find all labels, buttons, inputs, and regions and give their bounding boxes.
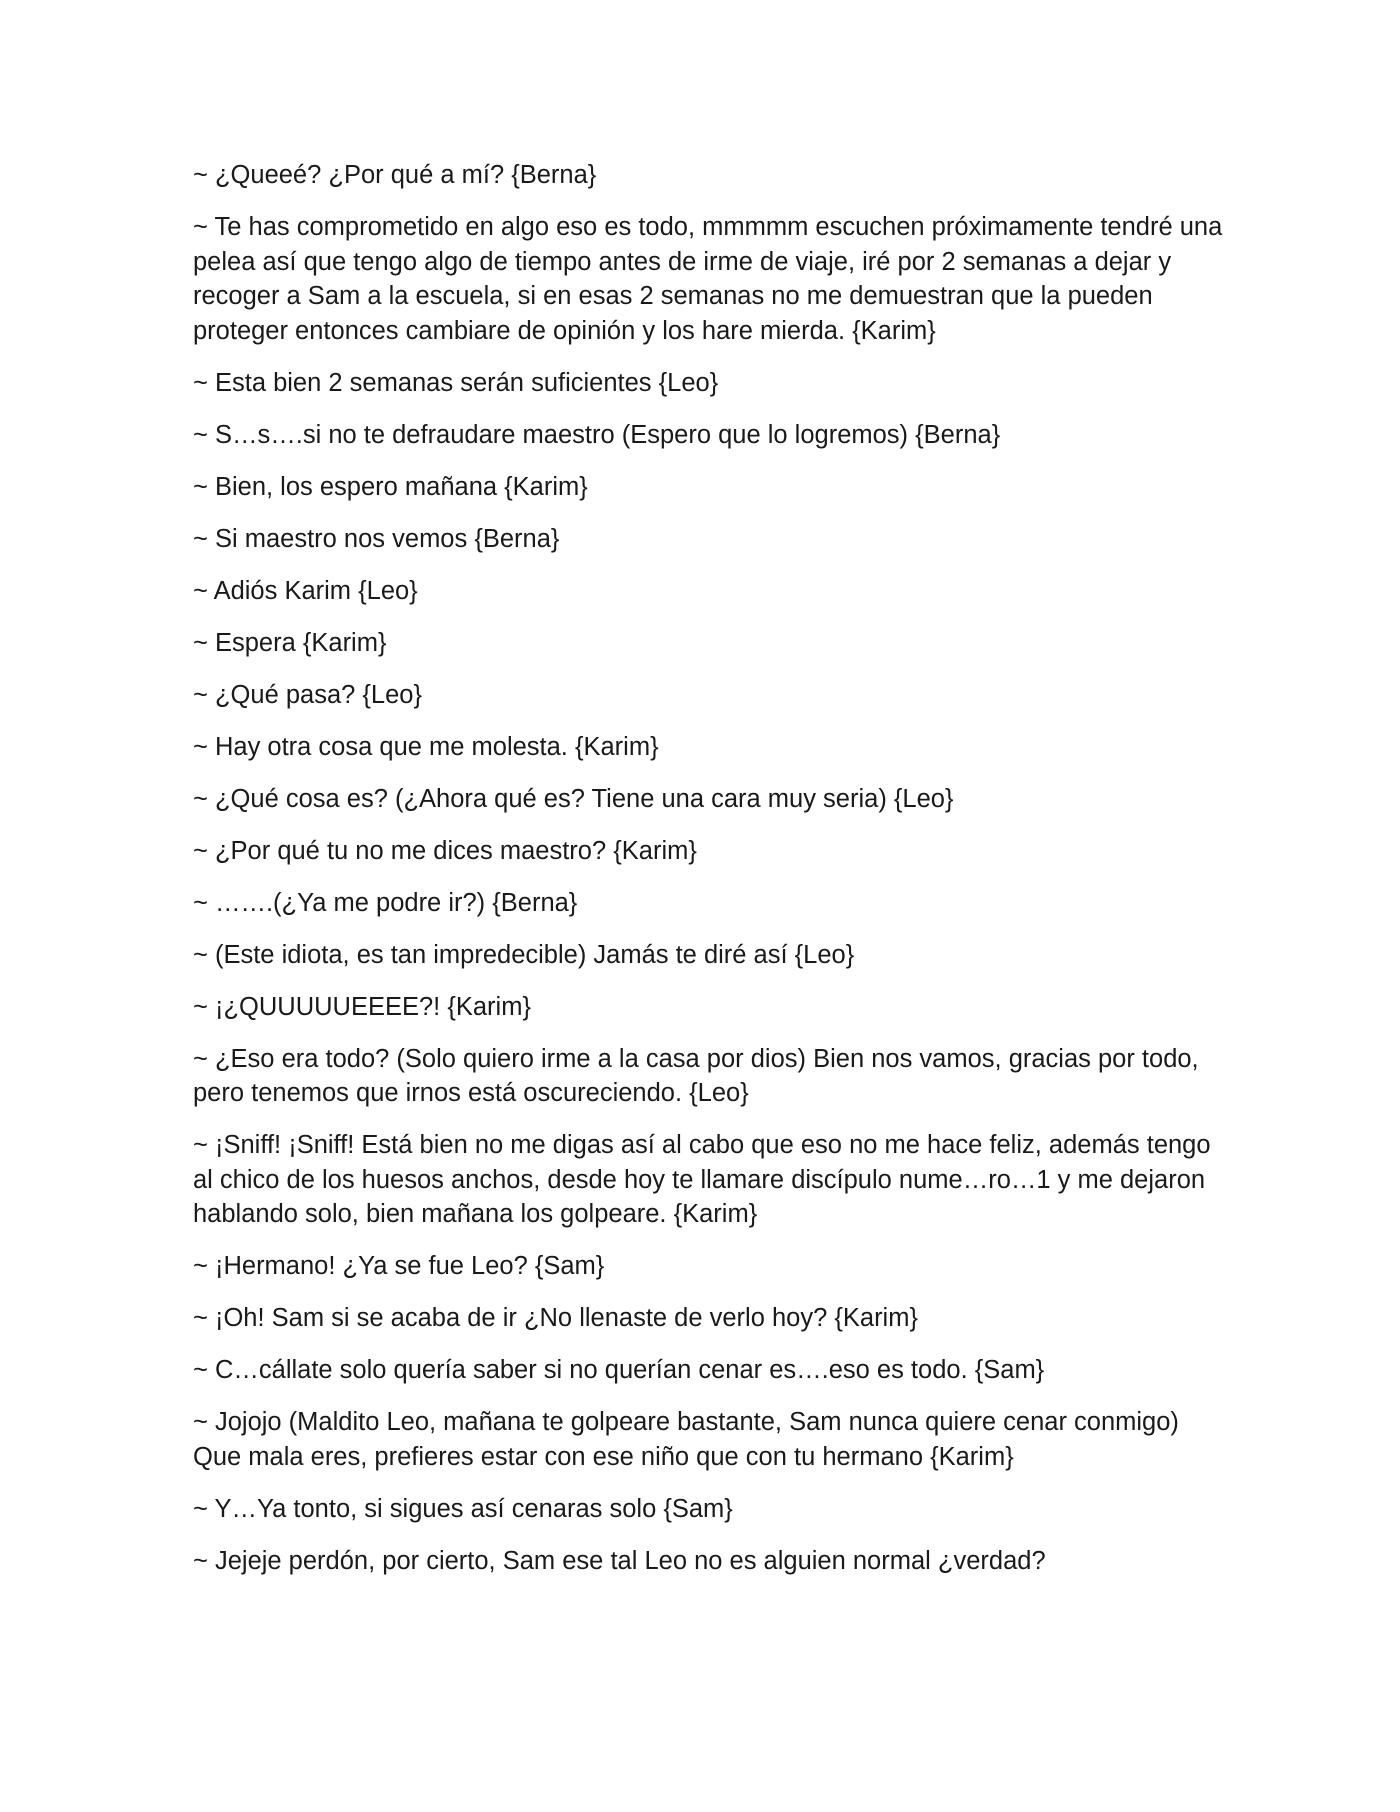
dialogue-line: ~ S…s….si no te defraudare maestro (Espero que lo logremos) {Berna} (193, 420, 1001, 449)
dialogue-line: ~ ¿Por qué tu no me dices maestro? {Karim} (193, 836, 697, 865)
dialogue-line: ~ C…cállate solo quería saber si no querían cenar es….eso es todo. {Sam} (193, 1356, 1045, 1384)
dialogue-line: ~ ¡¿QUUUUUEEEE?! {Karim} (193, 992, 531, 1021)
dialogue-line: ~ Te has comprometido en algo eso es todo, mmmmm escuchen próximamente tendré una pelea así que tengo algo de tiempo antes de irme de viaje, iré por 2 semanas a dejar y recoger a Sam a la escuela, si en esas 2 semanas no me demuestran que la pueden proteger entonces cambiare de opinión y los hare mierda. {Karim} (193, 213, 1223, 345)
dialogue-line: ~ Bien, los espero mañana {Karim} (193, 472, 588, 501)
dialogue-line: ~ …….(¿Ya me podre ir?) {Berna} (193, 888, 578, 917)
dialogue-line: ~ ¿Qué pasa? {Leo} (193, 680, 422, 709)
dialogue-line: ~ (Este idiota, es tan impredecible) Jamás te diré así {Leo} (193, 940, 855, 969)
dialogue-line: ~ ¡Hermano! ¿Ya se fue Leo? {Sam} (193, 1252, 605, 1280)
dialogue-line: ~ Espera {Karim} (193, 628, 387, 657)
dialogue-line: ~ ¡Sniff! ¡Sniff! Está bien no me digas así al cabo que eso no me hace feliz, además tengo al chico de los huesos anchos, desde hoy te llamare discípulo nume…ro…1 y me dejaron hablando solo, bien mañana los golpeare. {Karim} (193, 1131, 1211, 1228)
dialogue-line: ~ Hay otra cosa que me molesta. {Karim} (193, 732, 659, 761)
dialogue-line: ~ Jojojo (Maldito Leo, mañana te golpeare bastante, Sam nunca quiere cenar conmigo) Que mala eres, prefieres estar con ese niño que con tu hermano {Karim} (193, 1408, 1179, 1471)
dialogue-text (193, 158, 1233, 1596)
dialogue-line: ~ Y…Ya tonto, si sigues así cenaras solo {Sam} (193, 1494, 733, 1523)
dialogue-line: ~ Si maestro nos vemos {Berna} (193, 524, 560, 553)
dialogue-line: ~ Adiós Karim {Leo} (193, 576, 418, 605)
dialogue-line: ~ ¡Oh! Sam si se acaba de ir ¿No llenaste de verlo hoy? {Karim} (193, 1304, 918, 1332)
dialogue-line: ~ Esta bien 2 semanas serán suficientes {Leo} (193, 368, 719, 397)
dialogue-line: ~ ¿Eso era todo? (Solo quiero irme a la casa por dios) Bien nos vamos, gracias por todo, pero tenemos que irnos está oscureciendo. {Leo} (193, 1044, 1199, 1107)
dialogue-line: ~ ¿Queeé? ¿Por qué a mí? {Berna} (193, 161, 597, 189)
dialogue-line: ~ Jejeje perdón, por cierto, Sam ese tal Leo no es alguien normal ¿verdad? (193, 1546, 1046, 1575)
dialogue-line: ~ ¿Qué cosa es? (¿Ahora qué es? Tiene una cara muy seria) {Leo} (193, 784, 954, 813)
